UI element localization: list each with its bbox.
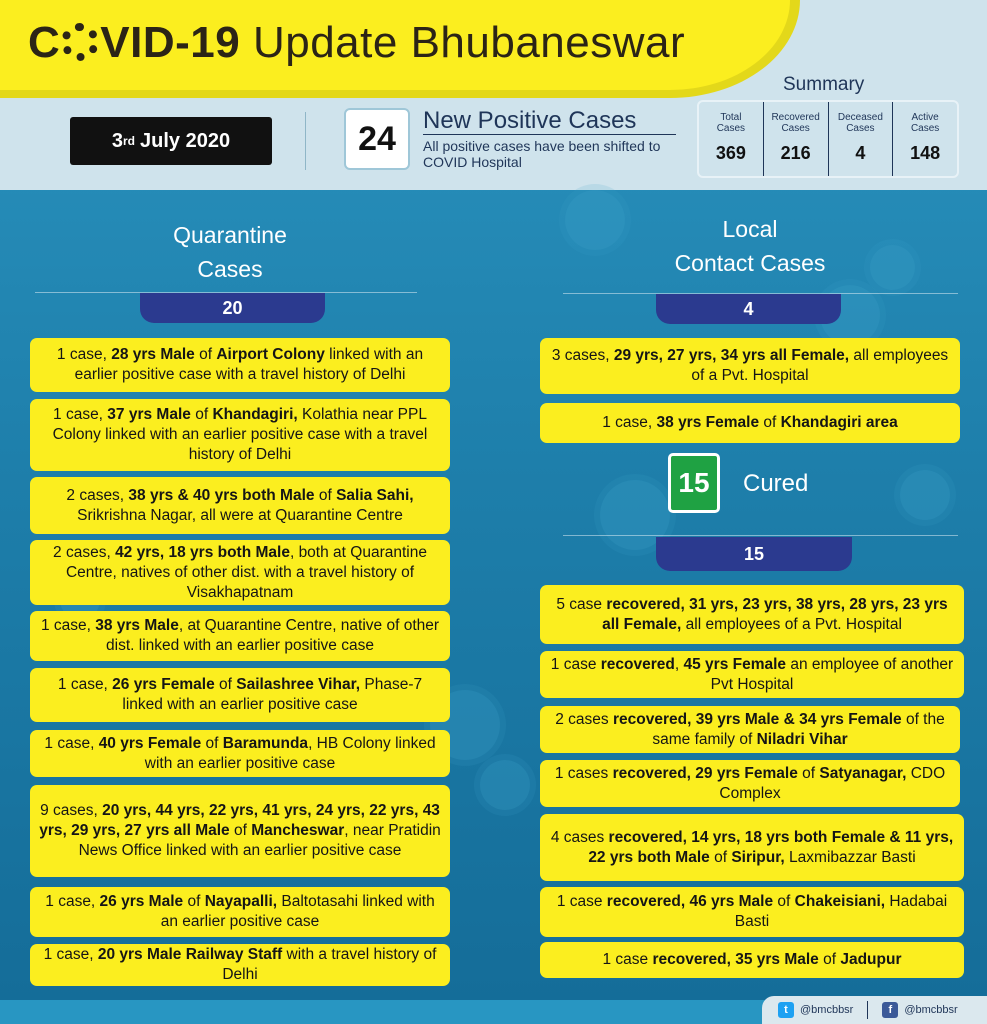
case-text: 1 case, 37 yrs Male of Khandagiri, Kolathia near PPL Colony linked with an earlier positive case with a travel history of Delhi — [52, 406, 428, 463]
new-cases-note: All positive cases have been shifted to COVID Hospital — [423, 138, 661, 170]
cured-count-box: 15 — [668, 453, 720, 513]
quarantine-count-badge: 20 — [140, 293, 325, 323]
case-text: 1 case, 20 yrs Male Railway Staff with a travel history of Delhi — [43, 946, 437, 983]
header-divider — [305, 112, 306, 170]
cured-case-card — [540, 651, 964, 698]
case-text: 1 case, 40 yrs Female of Baramunda, HB Colony linked with an earlier positive case — [44, 734, 436, 772]
footer-separator — [867, 1001, 868, 1019]
cured-label: Cured — [743, 470, 809, 497]
virus-decor-icon — [870, 245, 915, 290]
quarantine-case-card — [30, 668, 450, 722]
facebook-icon[interactable]: f — [882, 1002, 898, 1018]
date-month-year: July 2020 — [140, 129, 231, 152]
case-text: 9 cases, 20 yrs, 44 yrs, 22 yrs, 41 yrs, 24 yrs, 22 yrs, 43 yrs, 29 yrs, 27 yrs all Male of Mancheswar, near Pratidin News Office linked with an earlier positive case — [39, 802, 441, 859]
quarantine-heading — [130, 218, 330, 286]
summary-label-line1: Active — [911, 112, 939, 123]
quarantine-heading-line1: Quarantine — [173, 222, 287, 248]
local-count-badge: 4 — [656, 294, 841, 324]
summary-column — [764, 102, 829, 176]
summary-label-line1: Deceased — [837, 112, 883, 123]
quarantine-case-card — [30, 540, 450, 605]
virus-decor-icon — [480, 760, 530, 810]
case-text: 2 cases recovered, 39 yrs Male & 34 yrs Female of the same family of Niladri Vihar — [555, 710, 945, 748]
summary-label-line1: Total — [720, 112, 742, 123]
new-cases-title: New Positive Cases — [423, 107, 637, 134]
case-text: 1 case, 38 yrs Male, at Quarantine Centre, native of other dist. linked with an earlier positive case — [40, 617, 440, 654]
quarantine-case-card — [30, 785, 450, 877]
cured-case-card — [540, 887, 964, 937]
cured-case-card — [540, 760, 960, 807]
case-text: 3 cases, 29 yrs, 27 yrs, 34 yrs all Female, all employees of a Pvt. Hospital — [551, 347, 949, 384]
new-cases-underline — [423, 134, 676, 135]
local-heading — [640, 212, 860, 280]
page-title — [28, 18, 685, 68]
case-text: 1 case recovered, 35 yrs Male of Jadupur — [602, 951, 902, 968]
cured-case-card — [540, 585, 964, 644]
title-suffix: VID-19 — [100, 18, 241, 67]
date-badge — [70, 117, 272, 165]
summary-table — [697, 100, 959, 178]
title-prefix: C — [28, 18, 61, 67]
summary-label — [829, 112, 893, 134]
new-cases-count: 24 — [344, 108, 410, 170]
quarantine-case-card — [30, 887, 450, 937]
case-text: 1 case, 38 yrs Female of Khandagiri area — [602, 414, 898, 431]
summary-label — [699, 112, 763, 134]
quarantine-case-card — [30, 944, 450, 986]
case-text: 2 cases, 38 yrs & 40 yrs both Male of Salia Sahi, Srikrishna Nagar, all were at Quarantine Centre — [66, 486, 414, 524]
date-suffix: rd — [123, 134, 136, 148]
virus-decor-icon — [565, 190, 625, 250]
social-footer — [762, 996, 987, 1024]
twitter-handle[interactable]: @bmcbbsr — [800, 1004, 854, 1016]
case-text: 4 cases recovered, 14 yrs, 18 yrs both Female & 11 yrs, 22 yrs both Male of Siripur, Laxmibazzar Basti — [550, 828, 954, 866]
quarantine-case-card — [30, 338, 450, 392]
virus-decor-icon — [900, 470, 950, 520]
summary-label-line2: Cases — [716, 123, 746, 134]
case-text: 1 case, 26 yrs Male of Nayapalli, Baltotasahi linked with an earlier positive case — [45, 893, 435, 930]
summary-column — [699, 102, 764, 176]
case-text: 1 case, 26 yrs Female of Sailashree Vihar, Phase-7 linked with an earlier positive case — [57, 676, 423, 713]
quarantine-heading-line2: Cases — [197, 256, 263, 282]
case-text: 2 cases, 42 yrs, 18 yrs both Male, both at Quarantine Centre, natives of other dist. with a travel history of Visakhapatnam — [53, 543, 427, 601]
summary-label — [764, 112, 828, 134]
summary-title: Summary — [783, 74, 865, 95]
facebook-handle[interactable]: @bmcbbsr — [904, 1004, 958, 1016]
summary-label-line2: Cases — [910, 123, 940, 134]
summary-value: 4 — [855, 143, 866, 163]
summary-label — [893, 112, 957, 134]
local-case-card — [540, 338, 960, 394]
local-heading-line2: Contact Cases — [674, 250, 826, 276]
case-text: 1 case, 28 yrs Male of Airport Colony linked with an earlier positive case with a travel history of Delhi — [56, 346, 424, 383]
quarantine-case-card — [30, 399, 450, 471]
twitter-icon[interactable]: t — [778, 1002, 794, 1018]
case-text: 1 case recovered, 45 yrs Female an employee of another Pvt Hospital — [550, 655, 954, 693]
date-day: 3 — [111, 129, 124, 152]
quarantine-case-card — [30, 730, 450, 777]
summary-label-line2: Cases — [846, 123, 875, 134]
quarantine-case-card — [30, 477, 450, 534]
summary-label-line2: Cases — [781, 123, 810, 134]
cured-divider — [563, 535, 958, 536]
cured-count-badge: 15 — [656, 537, 852, 571]
quarantine-case-card — [30, 611, 450, 661]
local-heading-line1: Local — [722, 216, 778, 242]
summary-value: 148 — [910, 143, 941, 163]
title-rest: Update Bhubaneswar — [240, 18, 686, 67]
cured-case-card — [540, 706, 960, 753]
local-case-card — [540, 403, 960, 443]
summary-value: 369 — [715, 143, 746, 163]
case-text: 1 case recovered, 46 yrs Male of Chakeisiani, Hadabai Basti — [556, 893, 948, 930]
summary-label-line1: Recovered — [771, 112, 820, 123]
summary-column — [893, 102, 957, 176]
summary-value: 216 — [780, 143, 811, 163]
case-text: 1 cases recovered, 29 yrs Female of Satyanagar, CDO Complex — [554, 764, 946, 802]
case-text: 5 case recovered, 31 yrs, 23 yrs, 38 yrs, 28 yrs, 23 yrs all Female, all employees of a Pvt. Hospital — [556, 595, 948, 633]
cured-case-card — [540, 814, 964, 881]
virus-icon — [61, 23, 99, 61]
cured-case-card — [540, 942, 964, 978]
summary-column — [829, 102, 894, 176]
